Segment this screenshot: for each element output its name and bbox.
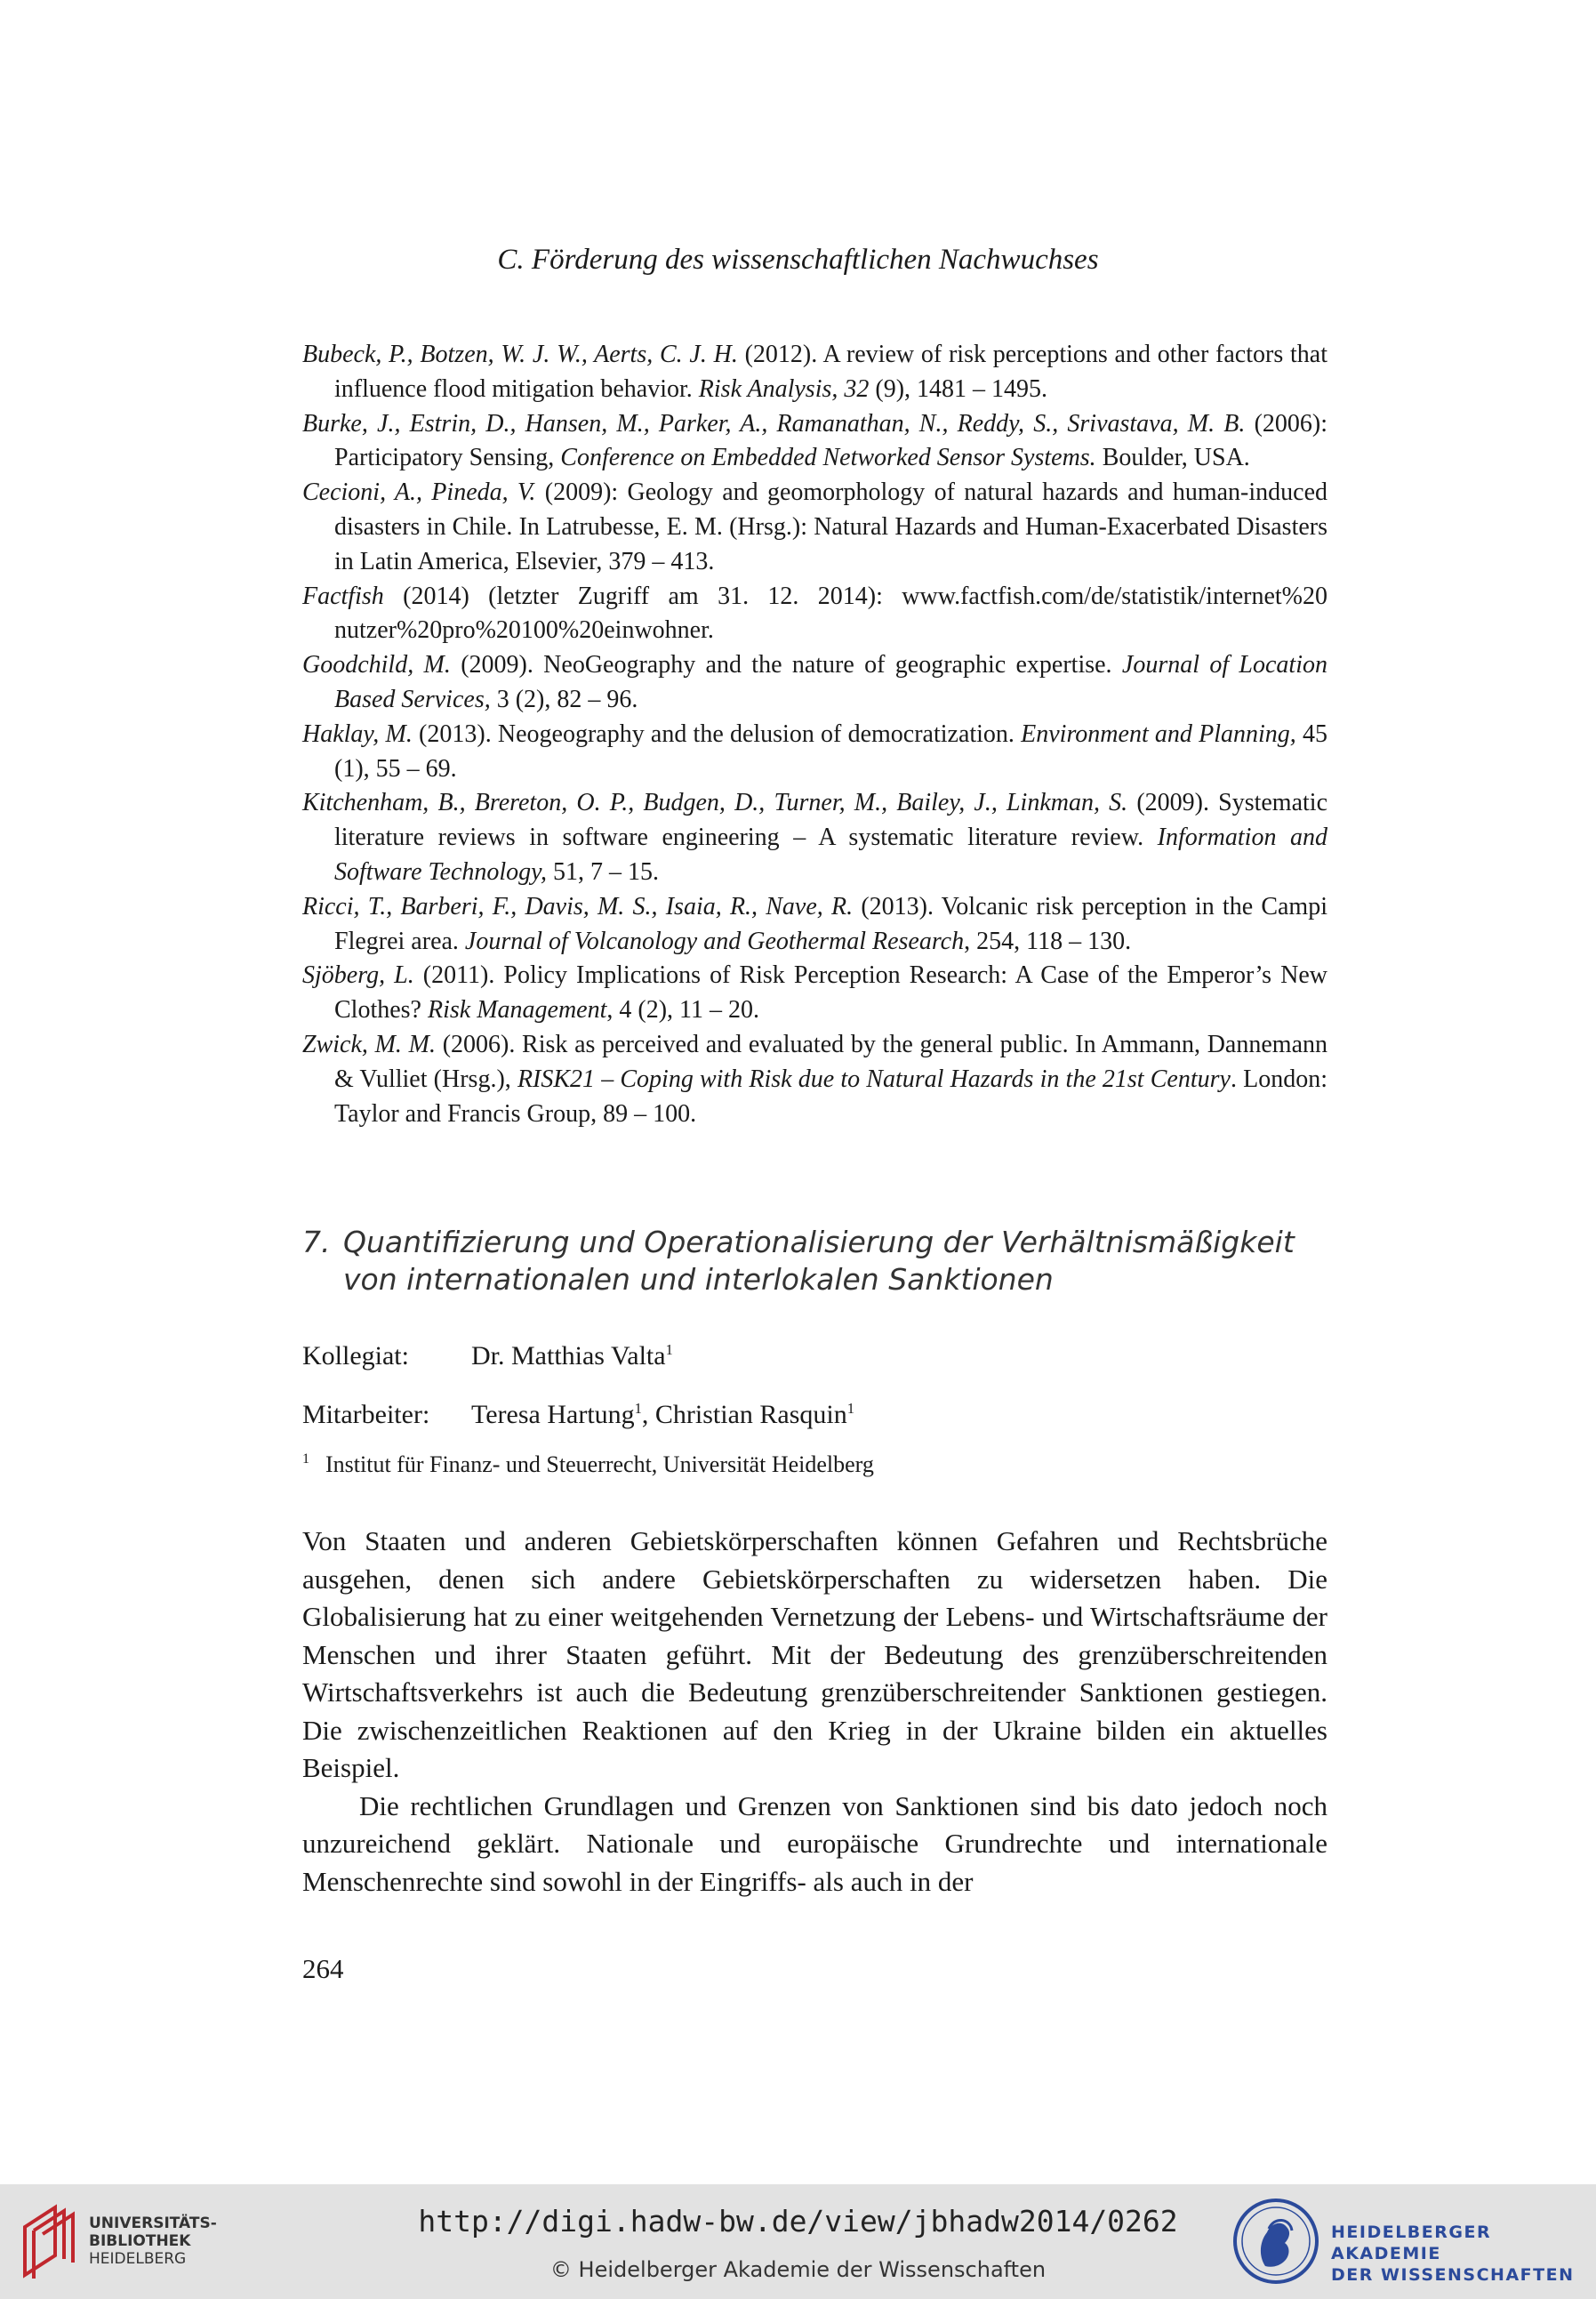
mitarbeiter-name: Teresa Hartung [471,1400,635,1429]
footer-bar [0,2184,1596,2299]
reference-entry [302,718,1327,787]
reference-details: 3 (2), 82 – 96. [490,685,638,713]
reference-authors: Kitchenham, B., Brereton, O. P., Budgen, D., Turner, M., Bailey, J., Linkman, S. [302,789,1128,817]
section-title: Quantifizierung und Operationalisierung der Verhältnismäßigkeit von internationalen und interlokalen Sanktionen [343,1225,1295,1297]
reference-text: (2009). Systematic literature reviews in software engineering – A systematic literature review. [334,789,1327,852]
reference-source: Journal of Location Based Services, [334,651,1327,713]
reference-entry [302,890,1327,960]
reference-authors: Bubeck, P., Botzen, W. J. W., Aerts, C. J. H. [302,341,738,368]
affiliation-footnote [302,1451,874,1478]
reference-text: (2012). A review of risk perceptions and other factors that influence flood mitigation behavior. [334,341,1327,403]
reference-text: (2006). Risk as perceived and evaluated by the general public. In Ammann, Dannemann & Vulliet (Hrsg.), [334,1030,1327,1093]
affiliation-mark: 1 [634,1400,642,1417]
affiliation-mark: 1 [846,1400,854,1417]
reference-authors: Factfish [302,582,384,610]
reference-details: , 254, 118 – 130. [964,927,1132,955]
reference-details: . London: Taylor and Francis Group, 89 – 100. [334,1065,1327,1128]
reference-details: Boulder, USA. [1095,444,1250,472]
kollegiat-label: Kollegiat: [302,1341,409,1371]
academy-name [1331,2222,1596,2286]
reference-authors: Haklay, M. [302,719,413,748]
hadw-line: HEIDELBERGER AKADEMIE [1331,2223,1492,2263]
body-text [302,1523,1327,1901]
reference-authors: Ricci, T., Barberi, F., Davis, M. S., Isaia, R., Nave, R. [302,892,854,920]
reference-text: (2009). NeoGeography and the nature of geographic expertise. [450,651,1122,679]
ub-line: HEIDELBERG [89,2250,187,2268]
reference-entry [302,648,1327,718]
academy-seal-icon [1231,2197,1320,2286]
kollegiat-line [302,1341,673,1371]
ub-line: UNIVERSITÄTS- [89,2215,217,2232]
reference-entry [302,786,1327,889]
reference-text: (2009): Geology and geomorphology of natural hazards and human-induced disasters in Chile. In Latrubesse, E. M. (Hrsg.): Natural Hazards and Human-Exacerbated Disasters in Latin America, Elsevier, 379 – 413. [334,478,1327,575]
reference-details: (9), 1481 – 1495. [869,374,1048,403]
footnote-mark: 1 [302,1451,309,1467]
page-number: 264 [302,1953,344,1984]
reference-text: (2013). Volcanic risk perception in the Campi Flegrei area. [334,892,1327,955]
name-separator: , [641,1400,655,1429]
reference-details: 51, 7 – 15. [547,857,660,886]
hadw-line: DER WISSENSCHAFTEN [1331,2265,1575,2285]
reference-entry [302,407,1327,477]
reference-text: (2013). Neogeography and the delusion of democratization. [412,719,1022,748]
reference-source: Risk Management [428,996,607,1025]
reference-details: , 4 (2), 11 – 20. [606,996,759,1025]
kollegiat-name: Dr. Matthias Valta [471,1341,666,1371]
mitarbeiter-line [302,1400,854,1430]
mitarbeiter-name: Christian Rasquin [654,1400,847,1429]
reference-text: (2006): Participatory Sensing, [334,409,1327,472]
reference-source: Risk Analysis, 32 [698,374,870,403]
reference-source: RISK21 – Coping with Risk due to Natural Hazards in the 21st Century [517,1065,1231,1093]
reference-authors: Cecioni, A., Pineda, V. [302,478,536,507]
reference-authors: Goodchild, M. [302,651,451,679]
reference-source: Journal of Volcanology and Geothermal Research [464,927,965,955]
source-url-link[interactable]: http://digi.hadw-bw.de/view/jbhadw2014/0262 [418,2204,1178,2239]
reference-authors: Sjöberg, L. [302,961,414,990]
reference-source: Environment and Planning, [1021,719,1296,748]
reference-authors: Zwick, M. M. [302,1030,436,1058]
reference-entry [302,476,1327,579]
reference-details: 45 (1), 55 – 69. [334,719,1328,783]
affiliation-mark: 1 [665,1341,673,1358]
reference-source: Conference on Embedded Networked Sensor Systems. [560,444,1096,472]
section-heading [302,1224,1334,1298]
reference-source: Information and Software Technology, [334,824,1327,886]
footnote-text: Institut für Finanz- und Steuerrecht, Universität Heidelberg [325,1451,874,1477]
mitarbeiter-label: Mitarbeiter: [302,1400,430,1429]
reference-entry [302,959,1327,1028]
reference-text: (2014) (letzter Zugriff am 31. 12. 2014): www.factfish.com/de/statistik/internet%20 nutzer%20pro%20100%20einwohner. [334,582,1327,645]
paragraph: Von Staaten und anderen Gebietskörperschaften können Gefahren und Rechtsbrüche ausgehen, denen sich andere Gebietskörperschaften zu widersetzen haben. Die Globalisierung hat zu einer weitgehenden Vernetzung der Lebens- und Wirtschaftsräume der Menschen und ihrer Staaten geführt. Mit der Bedeutung des grenzüberschreitenden Wirtschaftsverkehrs ist auch die Bedeutung grenzüberschreitender Sanktionen gestiegen. Die zwischenzeitlichen Reaktionen auf den Krieg in der Ukraine bilden ein aktuelles Beispiel. [302,1525,1327,1783]
reference-text: (2011). Policy Implications of Risk Perception Research: A Case of the Emperor’s New Clothes? [334,961,1328,1025]
running-header: C. Förderung des wissenschaftlichen Nachwuchses [497,244,1099,276]
ub-line: BIBLIOTHEK [89,2232,191,2250]
reference-authors: Burke, J., Estrin, D., Hansen, M., Parker, A., Ramanathan, N., Reddy, S., Srivastava, M. B. [302,409,1246,438]
copyright-notice: © Heidelberger Akademie der Wissenschaften [549,2257,1047,2282]
reference-entry [302,1028,1327,1131]
reference-entry [302,580,1327,649]
reference-entry [302,338,1327,407]
section-number: 7. [302,1225,331,1259]
paragraph: Die rechtlichen Grundlagen und Grenzen von Sanktionen sind bis dato jedoch noch unzureichend geklärt. Nationale und europäische Grundrechte und internationale Menschenrechte sind sowohl in der Eingriffs- als auch in der [302,1789,1327,1897]
reference-list [302,338,1327,1131]
